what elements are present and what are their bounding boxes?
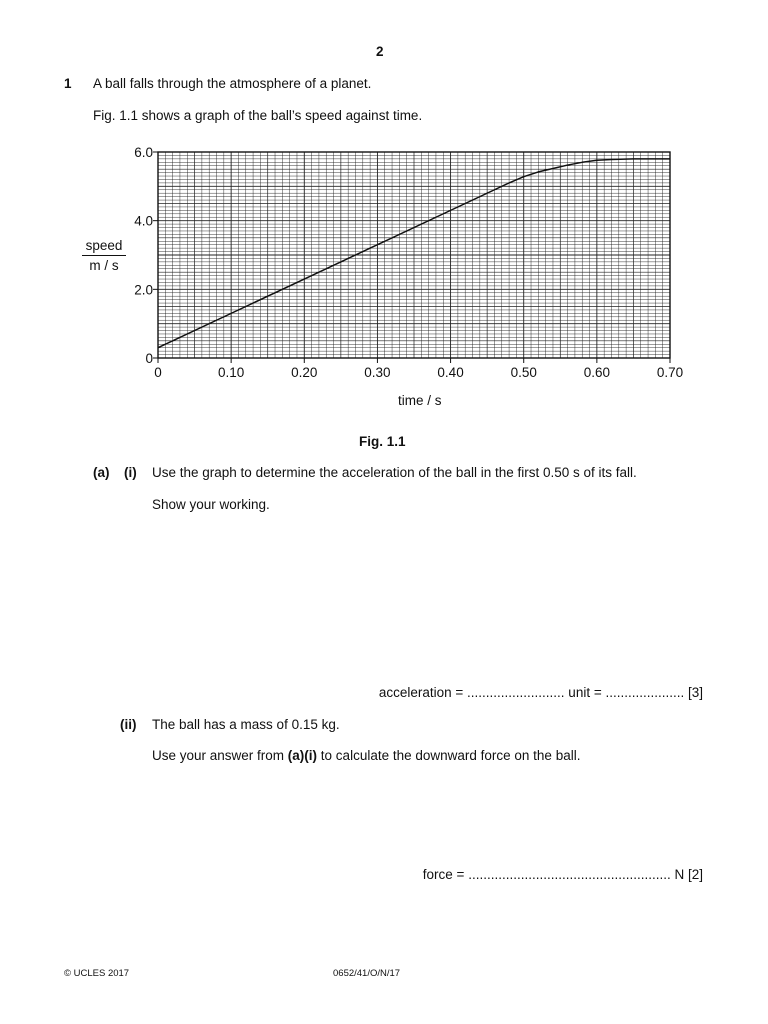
y-tick-label: 2.0 bbox=[134, 282, 153, 298]
y-tick-label: 4.0 bbox=[134, 213, 153, 229]
part-a-label: (a) bbox=[93, 465, 110, 480]
instruction-prefix: Use your answer from bbox=[152, 748, 288, 763]
axis-ticks bbox=[153, 152, 670, 363]
x-tick-label: 0.50 bbox=[510, 365, 537, 380]
y-axis-label-quantity: speed bbox=[82, 238, 126, 256]
part-a-ii-question: The ball has a mass of 0.15 kg. bbox=[152, 717, 340, 732]
instruction-reference: (a)(i) bbox=[287, 748, 318, 763]
x-tick-label: 0.30 bbox=[364, 365, 391, 380]
part-a-i-question: Use the graph to determine the acceleration of the ball in the first 0.50 s of its fall. bbox=[152, 465, 637, 480]
question-number: 1 bbox=[64, 76, 72, 91]
page-number: 2 bbox=[376, 44, 384, 59]
x-tick-label: 0 bbox=[154, 365, 162, 380]
acceleration-answer-line[interactable]: acceleration = .......................... unit = ..................... [3] bbox=[378, 685, 703, 700]
force-answer-line[interactable]: force = ...................................................... N [2] bbox=[422, 867, 703, 882]
y-axis-label-unit: m / s bbox=[89, 258, 119, 273]
paper-code: 0652/41/O/N/17 bbox=[333, 968, 401, 979]
x-tick-label: 0.20 bbox=[291, 365, 318, 380]
y-tick-label: 6.0 bbox=[134, 145, 153, 160]
instruction-suffix: to calculate the downward force on the ball. bbox=[317, 748, 581, 763]
y-tick-label: 0 bbox=[145, 351, 153, 366]
sub-part-ii-label: (ii) bbox=[120, 717, 137, 732]
x-tick-label: 0.40 bbox=[437, 365, 464, 380]
figure-reference: Fig. 1.1 shows a graph of the ball’s speed against time. bbox=[93, 108, 423, 123]
question-intro: A ball falls through the atmosphere of a planet. bbox=[93, 76, 372, 91]
x-axis-label: time / s bbox=[398, 393, 442, 408]
sub-part-i-label: (i) bbox=[124, 465, 137, 480]
speed-time-graph bbox=[60, 140, 720, 420]
part-a-ii-instruction bbox=[152, 748, 580, 763]
x-tick-label: 0.60 bbox=[583, 365, 610, 380]
copyright: © UCLES 2017 bbox=[64, 968, 130, 979]
x-tick-label: 0.10 bbox=[218, 365, 245, 380]
x-tick-label: 0.70 bbox=[656, 365, 684, 380]
part-a-i-instruction: Show your working. bbox=[152, 497, 270, 512]
figure-caption: Fig. 1.1 bbox=[359, 434, 406, 449]
